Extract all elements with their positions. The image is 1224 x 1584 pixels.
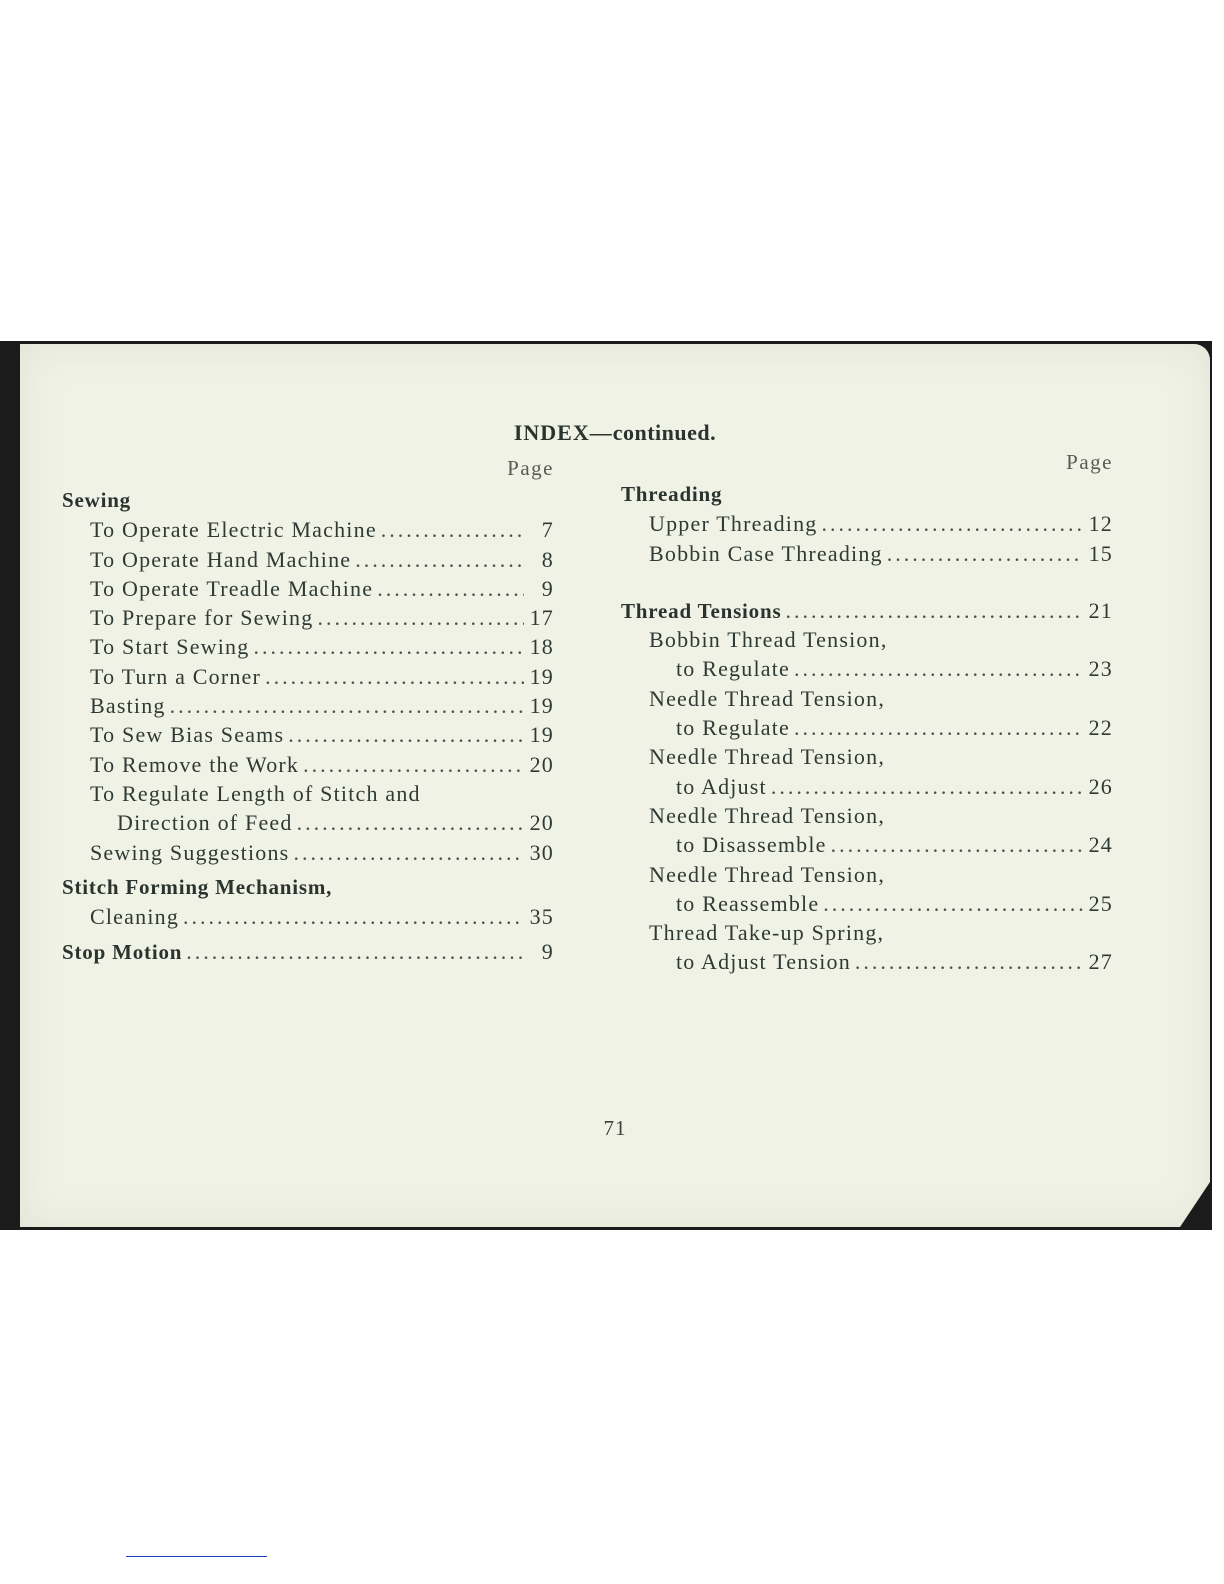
entry-text: Thread Tensions <box>621 598 782 623</box>
index-entry <box>621 654 1113 683</box>
index-entry-continued <box>62 779 554 808</box>
entry-text: to Adjust <box>676 773 767 799</box>
entry-text: Needle Thread Tension, <box>649 744 886 770</box>
entry-page: 30 <box>529 839 554 865</box>
index-title <box>20 420 1210 446</box>
dot-leader <box>183 902 524 931</box>
entry-text: Direction of Feed <box>117 810 293 836</box>
dot-leader <box>887 539 1083 568</box>
dot-leader <box>186 937 524 966</box>
entry-text: To Turn a Corner <box>90 663 262 689</box>
entry-text: Bobbin Thread Tension, <box>649 627 888 653</box>
entry-text: to Disassemble <box>676 832 827 858</box>
dot-leader <box>822 509 1084 538</box>
title-dash: — <box>589 420 613 445</box>
index-entry-continued <box>621 801 1113 830</box>
footer-rule <box>126 1556 267 1557</box>
page-number: 71 <box>603 1116 627 1140</box>
dot-leader <box>253 632 524 661</box>
dot-leader <box>265 662 524 691</box>
title-sub: continued. <box>612 420 717 445</box>
entry-page: 21 <box>1088 597 1113 623</box>
entry-page: 15 <box>1088 540 1113 566</box>
index-entry <box>621 947 1113 976</box>
title-main: INDEX <box>513 420 590 445</box>
section-heading-stitch-forming: Stitch Forming Mechanism, <box>62 874 333 899</box>
entry-text: To Start Sewing <box>90 634 250 660</box>
entry-text: Needle Thread Tension, <box>649 861 886 887</box>
entry-text: To Remove the Work <box>90 751 300 777</box>
entry-page: 20 <box>529 751 554 777</box>
entry-text: Upper Threading <box>649 511 818 537</box>
section-heading-sewing: Sewing <box>62 488 131 512</box>
entry-page: 25 <box>1088 890 1113 916</box>
page-column-header: Page <box>507 456 554 480</box>
entry-page: 27 <box>1088 949 1113 975</box>
entry-text: Cleaning <box>90 904 180 930</box>
index-entry <box>621 509 1113 538</box>
index-entry-continued <box>621 860 1113 889</box>
entry-page: 26 <box>1088 773 1113 799</box>
entry-text: Sewing Suggestions <box>90 839 290 865</box>
entry-text: Needle Thread Tension, <box>649 802 886 828</box>
index-entry <box>62 750 554 779</box>
index-entry <box>62 662 554 691</box>
dot-leader <box>377 574 524 603</box>
entry-text: To Operate Electric Machine <box>90 517 377 543</box>
index-entry-continued <box>621 625 1113 654</box>
entry-text: To Sew Bias Seams <box>90 722 285 748</box>
index-entry-continued <box>621 918 1113 947</box>
index-entry-continued <box>621 742 1113 771</box>
entry-text: To Regulate Length of Stitch and <box>90 780 421 806</box>
entry-page: 22 <box>1088 715 1113 741</box>
entry-page: 23 <box>1088 656 1113 682</box>
entry-text: to Regulate <box>676 656 791 682</box>
dot-leader <box>771 772 1083 801</box>
entry-page: 19 <box>529 693 554 719</box>
entry-text: Needle Thread Tension, <box>649 685 886 711</box>
index-right-column <box>621 450 1113 977</box>
index-entry <box>62 808 554 837</box>
dot-leader <box>303 750 524 779</box>
entry-page: 17 <box>529 605 554 631</box>
entry-text: to Regulate <box>676 715 791 741</box>
entry-page: 12 <box>1088 511 1113 537</box>
dot-leader <box>381 515 524 544</box>
entry-page: 9 <box>541 575 554 601</box>
index-entry <box>62 691 554 720</box>
dot-leader <box>297 808 524 837</box>
dot-leader <box>317 603 524 632</box>
entry-text: Bobbin Case Threading <box>649 540 883 566</box>
dot-leader <box>288 720 524 749</box>
index-entry <box>62 603 554 632</box>
entry-text: To Operate Treadle Machine <box>90 575 374 601</box>
index-entry <box>62 545 554 574</box>
page-corner <box>1180 1182 1210 1227</box>
entry-text: Stop Motion <box>62 940 183 965</box>
index-entry <box>62 838 554 867</box>
book-page <box>20 344 1210 1227</box>
section-heading-stop-motion <box>62 937 554 966</box>
page-column-header: Page <box>1066 450 1113 474</box>
index-entry <box>62 720 554 749</box>
entry-text: to Adjust Tension <box>676 949 851 975</box>
dot-leader <box>823 889 1083 918</box>
entry-text: To Prepare for Sewing <box>90 605 314 631</box>
entry-text: Basting <box>90 693 166 719</box>
entry-page: 24 <box>1088 832 1113 858</box>
index-entry <box>62 902 554 931</box>
index-entry <box>621 713 1113 742</box>
section-heading-thread-tensions <box>621 596 1113 625</box>
dot-leader <box>785 596 1083 625</box>
index-entry <box>62 515 554 544</box>
entry-page: 20 <box>529 810 554 836</box>
index-entry-continued <box>621 684 1113 713</box>
dot-leader <box>831 830 1083 859</box>
index-entry <box>621 889 1113 918</box>
dot-leader <box>794 654 1083 683</box>
entry-page: 7 <box>541 517 554 543</box>
dot-leader <box>855 947 1083 976</box>
entry-text: Thread Take-up Spring, <box>649 920 885 946</box>
section-heading-threading: Threading <box>621 482 723 506</box>
index-entry <box>62 574 554 603</box>
index-left-column <box>62 456 554 967</box>
index-entry <box>62 632 554 661</box>
dot-leader <box>170 691 524 720</box>
entry-text: to Reassemble <box>676 890 820 916</box>
index-entry <box>621 772 1113 801</box>
dot-leader <box>293 838 524 867</box>
entry-page: 18 <box>529 634 554 660</box>
dot-leader <box>794 713 1083 742</box>
dot-leader <box>355 545 524 574</box>
entry-page: 35 <box>529 904 554 930</box>
entry-page: 19 <box>529 722 554 748</box>
index-entry <box>621 539 1113 568</box>
entry-page: 9 <box>541 939 554 965</box>
entry-page: 19 <box>529 663 554 689</box>
entry-text: To Operate Hand Machine <box>90 546 352 572</box>
index-entry <box>621 830 1113 859</box>
entry-page: 8 <box>541 546 554 572</box>
